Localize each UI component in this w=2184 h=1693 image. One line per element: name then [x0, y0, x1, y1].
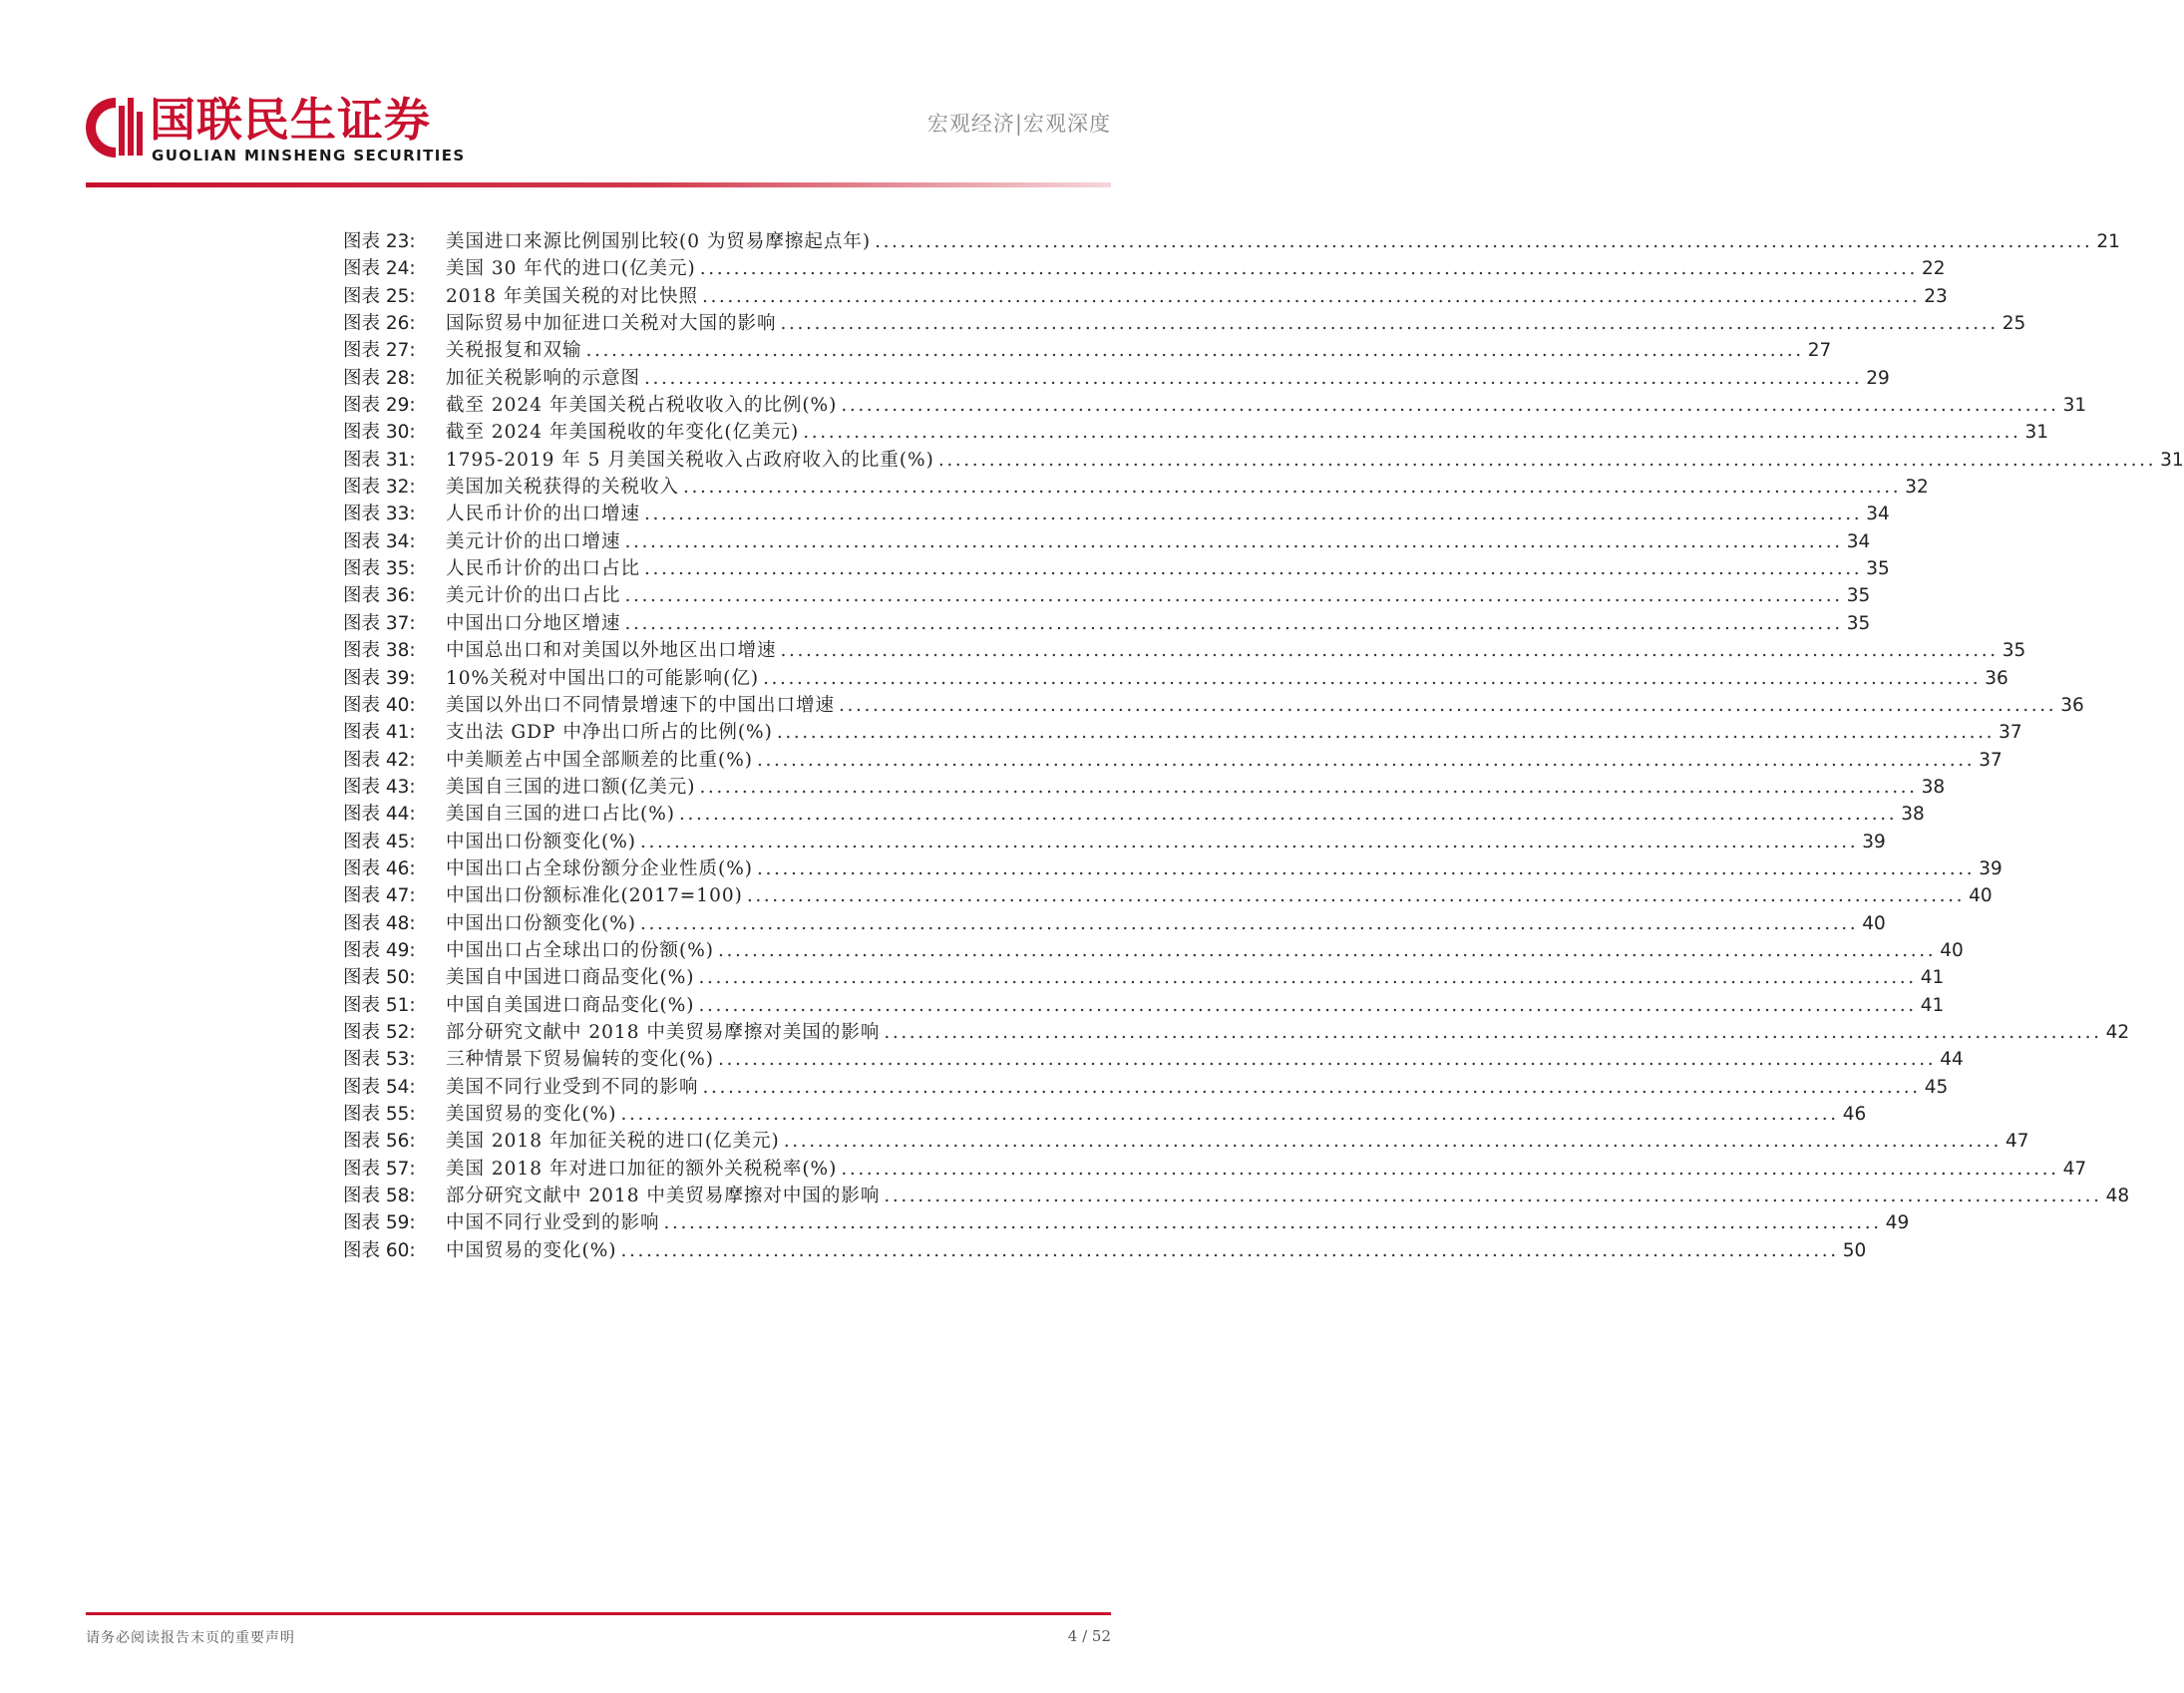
toc-entry[interactable] [343, 555, 1890, 582]
toc-entry-label: 图表 29: [343, 395, 416, 417]
toc-entry-title: 美国自三国的进口额(亿美元) [446, 776, 696, 798]
toc-leader-dots [781, 637, 1999, 664]
toc-leader-dots [621, 1237, 1839, 1264]
toc-entry-page: 49 [1885, 1212, 1910, 1234]
toc-entry-label: 图表 59: [343, 1212, 416, 1234]
toc-entry-title: 美国自三国的进口占比(%) [446, 804, 676, 826]
toc-entry[interactable] [343, 283, 1948, 310]
toc-leader-dots [757, 855, 1975, 882]
toc-entry[interactable] [343, 937, 1964, 964]
toc-entry-page: 38 [1901, 804, 1925, 826]
toc-entry[interactable] [343, 310, 2026, 337]
toc-entry[interactable] [343, 501, 1890, 527]
toc-entry-label: 图表 46: [343, 857, 416, 879]
toc-entry-label: 图表 24: [343, 258, 416, 280]
toc-entry-page: 31 [2024, 422, 2049, 444]
toc-entry-title: 中国出口分地区增速 [446, 612, 621, 634]
report-category: 宏观经济|宏观深度 [926, 112, 1111, 136]
toc-entry-page: 27 [1807, 340, 1832, 362]
toc-entry[interactable] [343, 1046, 1964, 1073]
toc-entry-title: 国际贸易中加征进口关税对大国的影响 [446, 313, 777, 335]
toc-entry[interactable] [343, 719, 2022, 746]
toc-entry-title: 中国出口占全球份额分企业性质(%) [446, 857, 754, 879]
toc-entry-label: 图表 57: [343, 1158, 416, 1180]
toc-leader-dots [664, 1209, 1882, 1236]
toc-leader-dots [884, 1183, 2101, 1209]
toc-entry-page: 25 [2002, 313, 2026, 335]
page-indicator: 4 / 52 [1067, 1627, 1111, 1645]
toc-entry-page: 50 [1842, 1239, 1867, 1261]
toc-entry-title: 中国总出口和对美国以外地区出口增速 [446, 640, 777, 662]
toc-entry[interactable] [343, 747, 2002, 774]
toc-entry[interactable] [343, 447, 2184, 474]
toc-entry-page: 47 [2062, 1158, 2087, 1180]
toc-entry[interactable] [343, 474, 1929, 501]
toc-entry[interactable] [343, 910, 1886, 937]
toc-entry[interactable] [343, 637, 2026, 664]
toc-entry-label: 图表 45: [343, 831, 416, 852]
toc-entry-page: 38 [1921, 776, 1946, 798]
toc-entry-page: 21 [2096, 231, 2120, 252]
toc-entry-page: 40 [1940, 939, 1964, 961]
toc-entry-title: 人民币计价的出口增速 [446, 504, 641, 525]
toc-leader-dots [644, 365, 1862, 392]
toc-entry-page: 23 [1924, 285, 1948, 307]
toc-entry-title: 美国自中国进口商品变化(%) [446, 967, 695, 989]
toc-entry-label: 图表 48: [343, 912, 416, 934]
toc-entry-title: 美国 30 年代的进口(亿美元) [446, 258, 696, 280]
toc-entry-title: 加征关税影响的示意图 [446, 367, 641, 389]
toc-entry-title: 中国出口份额变化(%) [446, 912, 637, 934]
toc-entry-label: 图表 50: [343, 967, 416, 989]
toc-entry-label: 图表 43: [343, 776, 416, 798]
toc-leader-dots [625, 528, 1843, 555]
toc-entry[interactable] [343, 419, 2049, 446]
toc-entry-page: 31 [2062, 395, 2087, 417]
toc-entry[interactable] [343, 1156, 2087, 1183]
toc-entry[interactable] [343, 337, 1832, 364]
toc-leader-dots [884, 1019, 2101, 1046]
toc-entry[interactable] [343, 801, 1925, 828]
toc-entry-title: 人民币计价的出口占比 [446, 558, 641, 580]
toc-entry-page: 36 [1985, 667, 2008, 689]
toc-entry-title: 中国出口份额变化(%) [446, 831, 637, 852]
toc-entry-page: 34 [1866, 504, 1890, 525]
toc-entry-label: 图表 41: [343, 722, 416, 744]
toc-leader-dots [763, 665, 1981, 692]
toc-entry-label: 图表 33: [343, 504, 416, 525]
toc-entry-page: 35 [2002, 640, 2026, 662]
toc-leader-dots [938, 447, 2156, 474]
toc-entry[interactable] [343, 1074, 1949, 1101]
toc-leader-dots [781, 310, 1999, 337]
toc-entry-page: 48 [2105, 1185, 2130, 1207]
toc-entry-label: 图表 23: [343, 231, 416, 252]
toc-entry[interactable] [343, 855, 2002, 882]
toc-entry-page: 41 [1920, 994, 1945, 1016]
toc-entry-title: 三种情景下贸易偏转的变化(%) [446, 1049, 715, 1071]
toc-entry-title: 部分研究文献中 2018 中美贸易摩擦对中国的影响 [446, 1185, 881, 1207]
toc-entry-label: 图表 42: [343, 749, 416, 771]
toc-entry-page: 39 [1979, 857, 2002, 879]
toc-entry-label: 图表 58: [343, 1185, 416, 1207]
toc-entry[interactable] [343, 1237, 1867, 1264]
toc-entry-page: 37 [1999, 722, 2022, 744]
toc-entry-title: 部分研究文献中 2018 中美贸易摩擦对美国的影响 [446, 1021, 881, 1043]
toc-entry-label: 图表 25: [343, 285, 416, 307]
toc-entry-label: 图表 60: [343, 1239, 416, 1261]
toc-leader-dots [683, 474, 1901, 501]
toc-entry[interactable] [343, 964, 1945, 991]
toc-entry-title: 美国进口来源比例国别比较(0 为贸易摩擦起点年) [446, 231, 872, 252]
toc-entry-label: 图表 38: [343, 640, 416, 662]
toc-entry-title: 10%关税对中国出口的可能影响(亿) [446, 667, 760, 689]
toc-entry-title: 支出法 GDP 中净出口所占的比例(%) [446, 722, 773, 744]
brand-name-en: GUOLIAN MINSHENG SECURITIES [152, 147, 466, 165]
toc-entry-title: 美元计价的出口增速 [446, 530, 621, 552]
toc-entry-label: 图表 55: [343, 1104, 416, 1125]
toc-entry-title: 中国贸易的变化(%) [446, 1239, 617, 1261]
toc-entry-title: 截至 2024 年美国关税占税收收入的比例(%) [446, 395, 838, 417]
toc-entry-page: 32 [1905, 477, 1929, 499]
toc-leader-dots [777, 719, 1995, 746]
toc-leader-dots [699, 992, 1917, 1019]
toc-leader-dots [625, 582, 1843, 609]
toc-leader-dots [702, 283, 1920, 310]
toc-leader-dots [841, 1156, 2058, 1183]
toc-entry-title: 美国以外出口不同情景增速下的中国出口增速 [446, 694, 836, 716]
toc-entry-title: 1795-2019 年 5 月美国关税收入占政府收入的比重(%) [446, 449, 934, 471]
toc-entry-title: 中国出口份额标准化(2017=100) [446, 885, 743, 907]
toc-entry-title: 美国加关税获得的关税收入 [446, 477, 680, 499]
toc-leader-dots [700, 255, 1918, 282]
toc-leader-dots [718, 937, 1936, 964]
toc-leader-dots [757, 747, 1975, 774]
toc-entry-label: 图表 44: [343, 804, 416, 826]
toc-entry-page: 34 [1846, 530, 1871, 552]
brand-logo-icon [86, 92, 146, 164]
toc-entry-title: 关税报复和双输 [446, 340, 582, 362]
toc-entry[interactable] [343, 228, 2120, 255]
toc-leader-dots [644, 501, 1862, 527]
toc-entry-page: 46 [1842, 1104, 1867, 1125]
toc-leader-dots [784, 1128, 2002, 1155]
toc-leader-dots [586, 337, 1804, 364]
brand-name-cn: 国联民生证券 [150, 93, 431, 147]
toc-entry-label: 图表 52: [343, 1021, 416, 1043]
header-divider [86, 182, 1111, 187]
toc-entry[interactable] [343, 392, 2087, 419]
toc-entry-label: 图表 49: [343, 939, 416, 961]
toc-entry-title: 截至 2024 年美国税收的年变化(亿美元) [446, 422, 800, 444]
toc-leader-dots [839, 692, 2056, 719]
toc-entry-label: 图表 34: [343, 530, 416, 552]
toc-entry[interactable] [343, 1183, 2130, 1209]
toc-entry-page: 40 [1862, 912, 1886, 934]
toc-entry-title: 美国不同行业受到不同的影响 [446, 1076, 699, 1098]
toc-entry-label: 图表 54: [343, 1076, 416, 1098]
toc-leader-dots [644, 555, 1862, 582]
toc-entry[interactable] [343, 1019, 2130, 1046]
toc-entry-page: 45 [1924, 1076, 1949, 1098]
toc-entry[interactable] [343, 365, 1890, 392]
toc-entry[interactable] [343, 829, 1886, 855]
toc-entry[interactable] [343, 992, 1945, 1019]
toc-entry[interactable] [343, 882, 1993, 909]
toc-entry-title: 中美顺差占中国全部顺差的比重(%) [446, 749, 754, 771]
toc-entry-title: 中国不同行业受到的影响 [446, 1212, 660, 1234]
toc-entry-page: 44 [1940, 1049, 1964, 1071]
toc-entry[interactable] [343, 528, 1871, 555]
toc-leader-dots [699, 964, 1917, 991]
toc-leader-dots [718, 1046, 1936, 1073]
toc-entry[interactable] [343, 774, 1946, 801]
toc-entry[interactable] [343, 692, 2084, 719]
toc-entry[interactable] [343, 582, 1871, 609]
toc-entry[interactable] [343, 1101, 1867, 1128]
toc-entry-label: 图表 40: [343, 694, 416, 716]
toc-entry-title: 美国 2018 年加征关税的进口(亿美元) [446, 1131, 780, 1153]
toc-entry-page: 35 [1846, 585, 1871, 607]
toc-entry-page: 47 [2005, 1131, 2029, 1153]
toc-entry-label: 图表 56: [343, 1131, 416, 1153]
toc-entry-title: 美国 2018 年对进口加征的额外关税税率(%) [446, 1158, 838, 1180]
toc-leader-dots [640, 910, 1858, 937]
toc-entry-page: 40 [1969, 885, 1993, 907]
toc-entry-label: 图表 35: [343, 558, 416, 580]
toc-entry-title: 美元计价的出口占比 [446, 585, 621, 607]
toc-entry-page: 29 [1866, 367, 1890, 389]
toc-entry[interactable] [343, 255, 1946, 282]
toc-entry-page: 22 [1921, 258, 1946, 280]
toc-entry-page: 31 [2160, 449, 2184, 471]
toc-entry-page: 35 [1866, 558, 1890, 580]
toc-entry-label: 图表 37: [343, 612, 416, 634]
toc-leader-dots [803, 419, 2020, 446]
toc-entry[interactable] [343, 1128, 2029, 1155]
toc-leader-dots [640, 829, 1858, 855]
disclaimer-note: 请务必阅读报告末页的重要声明 [86, 1630, 295, 1646]
toc-entry[interactable] [343, 665, 2008, 692]
toc-entry-label: 图表 28: [343, 367, 416, 389]
toc-entry[interactable] [343, 610, 1871, 637]
toc-entry-label: 图表 32: [343, 477, 416, 499]
toc-leader-dots [841, 392, 2058, 419]
toc-entry-title: 中国自美国进口商品变化(%) [446, 994, 695, 1016]
toc-leader-dots [679, 801, 1897, 828]
toc-entry-page: 42 [2105, 1021, 2130, 1043]
toc-entry-label: 图表 27: [343, 340, 416, 362]
toc-entry-label: 图表 31: [343, 449, 416, 471]
toc-entry-title: 2018 年美国关税的对比快照 [446, 285, 698, 307]
toc-entry-page: 37 [1979, 749, 2002, 771]
toc-entry-page: 39 [1862, 831, 1886, 852]
toc-leader-dots [875, 228, 2092, 255]
toc-entry-label: 图表 51: [343, 994, 416, 1016]
toc-entry-page: 41 [1920, 967, 1945, 989]
toc-entry-label: 图表 47: [343, 885, 416, 907]
toc-leader-dots [699, 774, 1917, 801]
toc-entry-label: 图表 30: [343, 422, 416, 444]
footer-divider [86, 1612, 1111, 1615]
toc-entry-title: 中国出口占全球出口的份额(%) [446, 939, 715, 961]
toc-leader-dots [621, 1101, 1839, 1128]
figure-list [343, 228, 2184, 1264]
toc-entry[interactable] [343, 1209, 1910, 1236]
toc-entry-page: 35 [1846, 612, 1871, 634]
toc-entry-label: 图表 36: [343, 585, 416, 607]
toc-entry-title: 美国贸易的变化(%) [446, 1104, 617, 1125]
toc-leader-dots [703, 1074, 1921, 1101]
toc-entry-label: 图表 39: [343, 667, 416, 689]
toc-leader-dots [625, 610, 1843, 637]
toc-entry-label: 图表 26: [343, 313, 416, 335]
toc-entry-page: 36 [2060, 694, 2084, 716]
toc-leader-dots [747, 882, 1965, 909]
toc-entry-label: 图表 53: [343, 1049, 416, 1071]
